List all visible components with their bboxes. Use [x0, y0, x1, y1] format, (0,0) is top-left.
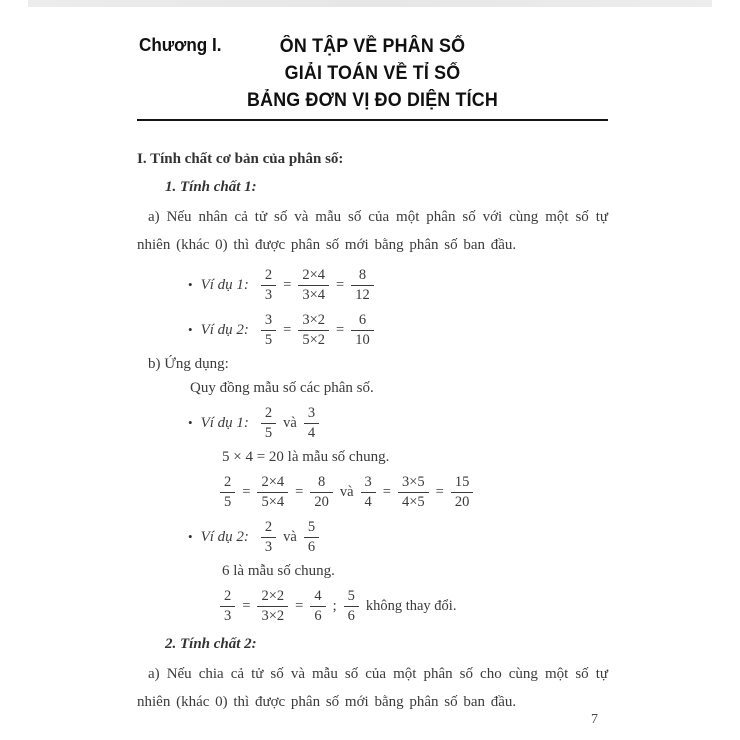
math-text: = — [295, 597, 304, 614]
fraction — [310, 474, 333, 510]
example-2-label: Ví dụ 2: — [200, 321, 249, 338]
chapter-label: Chương I. — [139, 35, 222, 55]
fraction-denominator: 3 — [220, 606, 235, 625]
section-1-heading: I. Tính chất cơ bản của phân số: — [137, 151, 344, 167]
fraction — [398, 474, 429, 510]
fraction — [261, 312, 276, 348]
page-number: 7 — [591, 712, 598, 727]
fraction — [298, 267, 329, 303]
fraction — [261, 519, 276, 555]
property-1-heading: 1. Tính chất 1: — [165, 179, 257, 195]
math-text: và — [283, 528, 297, 545]
fraction-numerator: 2 — [224, 587, 232, 604]
fraction-numerator: 2×4 — [261, 473, 285, 490]
fraction-numerator: 4 — [314, 587, 322, 604]
fraction-numerator: 2 — [264, 404, 273, 421]
fraction — [304, 405, 319, 441]
math-text: không thay đổi. — [365, 597, 457, 614]
fraction-denominator: 6 — [304, 537, 319, 556]
bullet-marker: • — [188, 277, 193, 292]
fraction-denominator: 10 — [351, 330, 374, 349]
fraction — [304, 519, 319, 555]
math-expression — [220, 588, 456, 624]
math-text: = — [283, 321, 292, 338]
example-1-row — [137, 266, 608, 304]
chapter-title-line-2: GIẢI TOÁN VỀ TỈ SỐ — [284, 63, 461, 84]
fraction — [261, 267, 276, 303]
property-2-paragraph-a: a) Nếu chia cả tử số và mẫu số của một phân số cho cùng một số tự nhiên (khác 0) thì được phân số mới bằng phân số ban đầu. — [137, 666, 608, 710]
fraction-denominator: 3×2 — [257, 606, 288, 625]
fraction-numerator: 3×2 — [302, 311, 326, 328]
fraction — [310, 588, 325, 624]
fraction — [257, 474, 288, 510]
math-text: = — [336, 276, 345, 293]
chapter-title-line-1: ÔN TẬP VỀ PHÂN SỐ — [279, 36, 466, 57]
bullet-marker: • — [188, 529, 193, 544]
fraction-numerator: 15 — [454, 473, 470, 490]
fraction — [451, 474, 474, 510]
fraction-denominator: 5 — [220, 492, 235, 511]
math-expression — [261, 267, 374, 303]
fraction — [351, 267, 374, 303]
math-expression — [261, 312, 374, 348]
fraction — [361, 474, 376, 510]
fraction-denominator: 3 — [261, 537, 276, 556]
page-body — [137, 151, 608, 716]
math-text: = — [435, 483, 444, 500]
fraction-numerator: 5 — [307, 518, 316, 535]
application-example-2-row — [137, 518, 608, 556]
application-intro: Quy đồng mẫu số các phân số. — [190, 380, 374, 396]
fraction — [261, 405, 276, 441]
math-text: = — [295, 483, 304, 500]
fraction-numerator: 2×4 — [302, 266, 326, 283]
fraction-denominator: 4 — [361, 492, 376, 511]
fraction — [220, 474, 235, 510]
fraction-denominator: 4×5 — [398, 492, 429, 511]
math-text: = — [283, 276, 292, 293]
fraction-denominator: 5 — [261, 423, 276, 442]
fraction-denominator: 3 — [261, 285, 276, 304]
fraction-numerator: 2×2 — [261, 587, 285, 604]
math-text: và — [283, 414, 297, 431]
math-text: = — [242, 483, 251, 500]
fraction-denominator: 20 — [310, 492, 333, 511]
fraction-numerator: 3 — [307, 404, 316, 421]
chapter-header — [137, 33, 608, 121]
math-expression — [261, 519, 319, 555]
math-expression — [261, 405, 319, 441]
math-text: ; — [332, 597, 337, 614]
fraction-numerator: 3×5 — [401, 473, 425, 490]
fraction-denominator: 6 — [310, 606, 325, 625]
fraction-numerator: 3 — [364, 473, 372, 490]
property-1-paragraph-a: a) Nếu nhân cả tử số và mẫu số của một phân số với cùng một số tự nhiên (khác 0) thì được phân số mới bằng phân số ban đầu. — [137, 209, 608, 253]
fraction — [220, 588, 235, 624]
fraction-numerator: 8 — [317, 473, 326, 490]
fraction — [344, 588, 359, 624]
math-text: = — [382, 483, 391, 500]
fraction-denominator: 3×4 — [298, 285, 329, 304]
fraction-numerator: 3 — [264, 311, 273, 328]
chapter-title-line-3: BẢNG ĐƠN VỊ ĐO DIỆN TÍCH — [247, 90, 498, 111]
worked-equation-1 — [137, 473, 608, 511]
fraction-numerator: 6 — [358, 311, 367, 328]
common-denominator-note-1: 5 × 4 = 20 là mẫu số chung. — [222, 449, 390, 465]
fraction-numerator: 8 — [358, 266, 367, 283]
math-expression — [220, 474, 473, 510]
fraction — [257, 588, 288, 624]
fraction-denominator: 20 — [451, 492, 474, 511]
fraction — [298, 312, 329, 348]
fraction-denominator: 12 — [351, 285, 374, 304]
fraction-denominator: 5 — [261, 330, 276, 349]
fraction — [351, 312, 374, 348]
example-1-label: Ví dụ 1: — [200, 276, 249, 293]
application-example-2-label: Ví dụ 2: — [200, 528, 249, 545]
common-denominator-note-2: 6 là mẫu số chung. — [222, 563, 335, 579]
fraction-denominator: 4 — [304, 423, 319, 442]
bullet-marker: • — [188, 415, 193, 430]
math-text: = — [242, 597, 251, 614]
fraction-numerator: 5 — [347, 587, 355, 604]
property-2-heading: 2. Tính chất 2: — [165, 636, 257, 652]
application-heading: b) Ứng dụng: — [148, 356, 229, 372]
header-rule — [137, 119, 608, 121]
fraction-numerator: 2 — [224, 473, 232, 490]
page-content — [137, 0, 608, 716]
fraction-denominator: 6 — [344, 606, 359, 625]
example-2-row — [137, 311, 608, 349]
application-example-1-label: Ví dụ 1: — [200, 414, 249, 431]
fraction-denominator: 5×2 — [298, 330, 329, 349]
chapter-title — [137, 33, 608, 114]
fraction-numerator: 2 — [264, 266, 273, 283]
application-example-1-row — [137, 404, 608, 442]
math-text: và — [339, 483, 354, 500]
worked-equation-2 — [137, 587, 608, 625]
fraction-numerator: 2 — [264, 518, 273, 535]
fraction-denominator: 5×4 — [257, 492, 288, 511]
math-text: = — [336, 321, 345, 338]
bullet-marker: • — [188, 322, 193, 337]
